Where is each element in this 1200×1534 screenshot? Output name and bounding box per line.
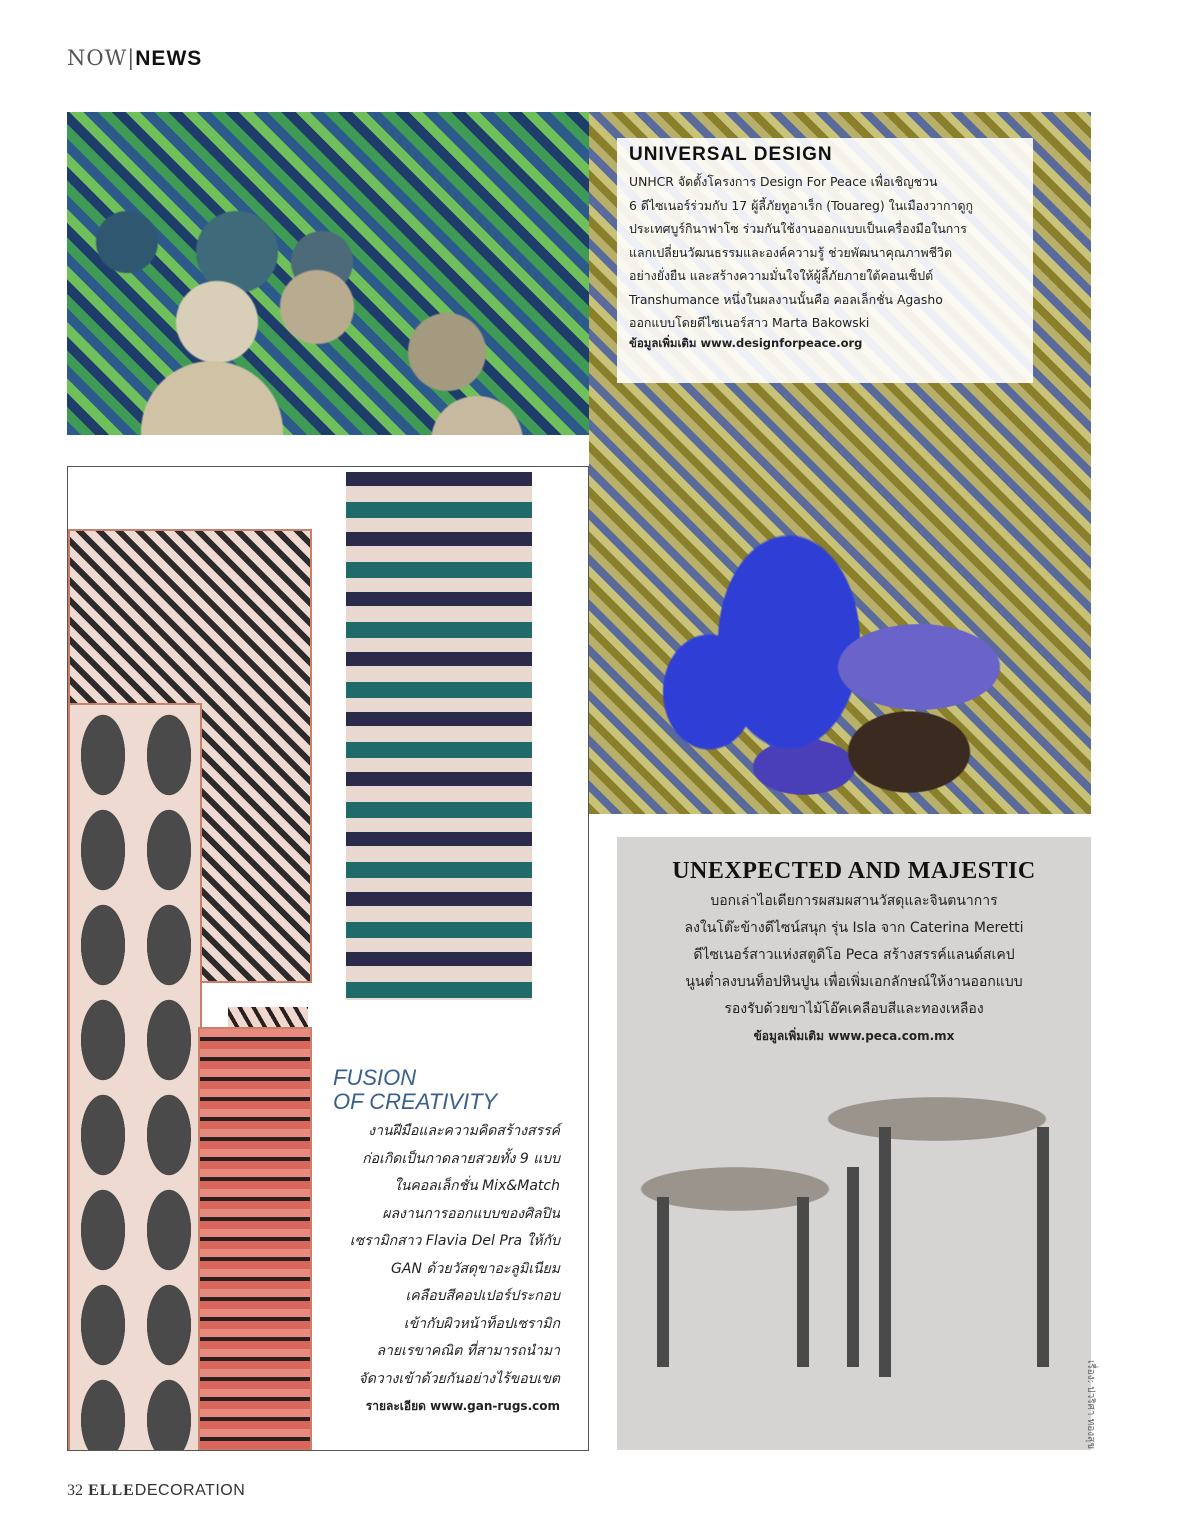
pink-pattern-rug <box>198 1027 312 1451</box>
teal-runner-rug <box>346 472 532 1000</box>
oval-pattern-rug <box>68 703 202 1451</box>
body-line: GAN ด้วยวัสดุขาอะลูมิเนียม <box>391 1260 560 1277</box>
body-line: อย่างยั่งยืน และสร้างความมั่นใจให้ผู้ลี้ภัยภายใต้คอนเซ็ปต์ <box>629 268 934 283</box>
section-label: NOW <box>67 46 128 70</box>
universal-design-link[interactable]: ข้อมูลเพิ่มเติม www.designforpeace.org <box>629 335 863 350</box>
body-line: ออกแบบโดยดีไซเนอร์สาว Marta Bakowski <box>629 315 870 330</box>
fusion-title-line: OF CREATIVITY <box>333 1089 498 1114</box>
magazine-name: DECORATION <box>134 1482 246 1499</box>
unexpected-majestic-link[interactable]: ข้อมูลเพิ่มเติม www.peca.com.mx <box>753 1029 955 1043</box>
body-line: ประเทศบูร์กินาฟาโซ ร่วมกันใช้งานออกแบบเป็นเครื่องมือในการ <box>629 221 967 236</box>
body-line: แลกเปลี่ยนวัฒนธรรมและองค์ความรู้ ช่วยพัฒนาคุณภาพชีวิต <box>629 244 953 260</box>
universal-design-body <box>629 170 1021 335</box>
body-line: รองรับด้วยขาไม้โอ๊คเคลือบสีและทองเหลือง <box>724 1001 984 1017</box>
author-credit: เรื่อง: ปวริศา ทองสุข <box>1085 1360 1096 1450</box>
page-header <box>67 46 202 71</box>
woven-beads-photo <box>67 112 589 435</box>
body-line: ก่อเกิดเป็นกาดลายสวยทั้ง 9 แบบ <box>362 1150 560 1167</box>
body-line: ในคอลเล็กชั่น Mix&Match <box>393 1178 560 1194</box>
page-footer <box>67 1480 245 1500</box>
body-line: ลงในโต๊ะข้างดีไซน์สนุก รุ่น Isla จาก Caterina Meretti <box>684 920 1024 936</box>
fusion-title-line: FUSION <box>333 1065 417 1090</box>
fusion-body <box>320 1118 560 1421</box>
section-title: NEWS <box>135 47 203 70</box>
body-line: งานฝีมือและความคิดสร้างสรรค์ <box>368 1123 560 1139</box>
fusion-title <box>333 1066 497 1114</box>
body-line: ดีไซเนอร์สาวแห่งสตูดิโอ Peca สร้างสรรค์แลนด์สเคป <box>693 947 1015 963</box>
body-line: จัดวางเข้าด้วยกันอย่างไร้ขอบเขต <box>358 1370 560 1387</box>
body-line: UNHCR จัดตั้งโครงการ Design For Peace เพื่อเชิญชวน <box>629 174 938 189</box>
unexpected-majestic-title: UNEXPECTED AND MAJESTIC <box>672 858 1036 884</box>
universal-design-textbox <box>617 138 1033 383</box>
body-line: บอกเล่าไอเดียการผสมผสานวัสดุและจินตนาการ <box>710 893 998 909</box>
body-line: เซรามิกสาว Flavia Del Pra ให้กับ <box>349 1233 560 1249</box>
header-separator: | <box>127 46 136 70</box>
body-line: เข้ากับผิวหน้าท็อปเซรามิก <box>403 1315 560 1332</box>
fusion-link[interactable]: รายละเอียด www.gan-rugs.com <box>365 1399 560 1413</box>
universal-design-title: UNIVERSAL DESIGN <box>629 144 833 165</box>
body-line: Transhumance หนึ่งในผลงานนั้นคือ คอลเล็กชั่น Agasho <box>629 291 943 307</box>
body-line: ผลงานการออกแบบของศิลปิน <box>382 1205 560 1222</box>
magazine-brand: ELLE <box>88 1482 135 1499</box>
page-number: 32 <box>67 1482 83 1499</box>
unexpected-majestic-body <box>617 888 1091 1050</box>
body-line: 6 ดีไซเนอร์ร่วมกับ 17 ผู้ลี้ภัยทูอาเร็ก (Touareg) ในเมืองวากาดูกู <box>629 197 974 213</box>
body-line: ลายเรขาคณิต ที่สามารถนำมา <box>376 1343 560 1359</box>
body-line: เคลือบสีคอปเปอร์ประกอบ <box>405 1288 560 1304</box>
body-line: นูนต่ำลงบนท็อปหินปูน เพื่อเพิ่มเอกลักษณ์ให้งานออกแบบ <box>685 974 1023 990</box>
